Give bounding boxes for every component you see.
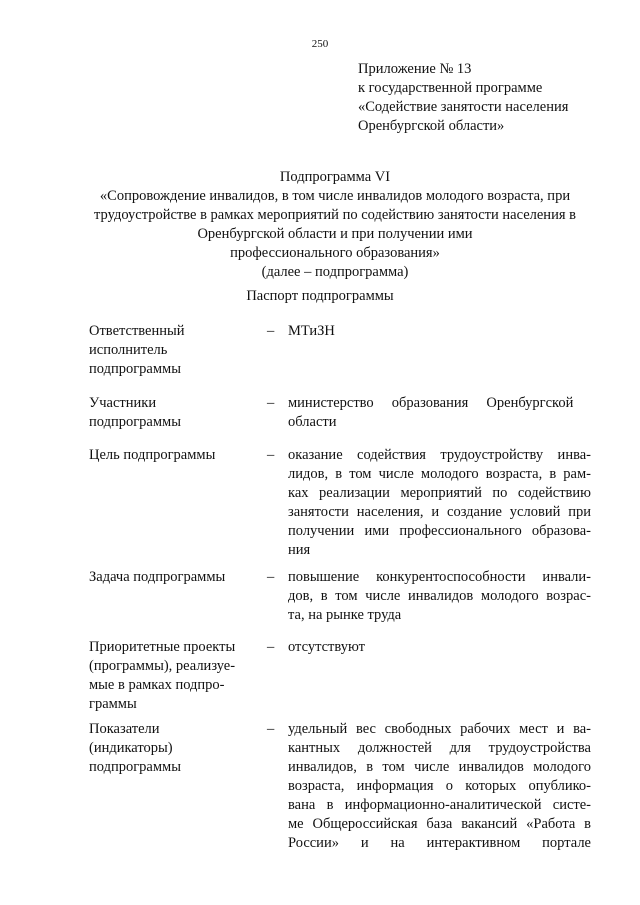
value-line: министерство образования Оренбургской	[288, 395, 574, 411]
row-dash: –	[267, 395, 275, 411]
value-line: ках реализации мероприятий по содействию	[288, 485, 591, 501]
value-line: ния	[288, 542, 311, 558]
label-line: (индикаторы)	[89, 740, 173, 756]
row-dash: –	[267, 721, 275, 737]
page-number: 250	[311, 38, 329, 50]
row-dash: –	[267, 569, 275, 585]
label-line: Цель подпрограммы	[89, 447, 216, 463]
row-value	[288, 394, 591, 432]
value-line: отсутствуют	[288, 639, 365, 655]
value-line: инвалидов, в том числе инвалидов молодого	[288, 759, 591, 775]
row-value	[288, 568, 591, 625]
value-line: кантных должностей для трудоустройства	[288, 740, 591, 756]
value-line: вана в информационно-аналитической систе-	[288, 797, 591, 813]
label-line: граммы	[89, 696, 137, 712]
value-line: получении ими профессионального образова-	[288, 523, 591, 539]
appendix-line: к государственной программе	[358, 80, 543, 96]
value-line: лидов, в том числе молодого возраста, в рам-	[288, 466, 591, 482]
label-line: Приоритетные проекты	[89, 639, 236, 655]
label-line: подпрограммы	[89, 759, 181, 775]
row-value	[288, 638, 591, 657]
appendix-line: Оренбургской области»	[358, 118, 505, 134]
row-label	[89, 568, 259, 587]
label-line: Участники	[89, 395, 157, 411]
subprogram-title	[70, 168, 600, 282]
value-line: занятости населения, и создание условий при	[288, 504, 591, 520]
label-line: Задача подпрограммы	[89, 569, 226, 585]
appendix-note	[358, 60, 618, 136]
value-line: повышение конкурентоспособности инвали-	[288, 569, 591, 585]
title-line: «Сопровождение инвалидов, в том числе инвалидов молодого возраста, при	[99, 188, 571, 204]
value-line: МТиЗН	[288, 323, 335, 339]
value-line: ме Общероссийская база вакансий «Работа в	[288, 816, 591, 832]
row-dash: –	[267, 639, 275, 655]
row-label	[89, 394, 259, 432]
value-line: удельный вес свободных рабочих мест и ва-	[288, 721, 591, 737]
title-line: Подпрограмма VI	[279, 169, 391, 185]
row-dash: –	[267, 447, 275, 463]
row-label	[89, 720, 259, 777]
row-label	[89, 322, 259, 379]
passport-title: Паспорт подпрограммы	[246, 288, 394, 304]
label-line: исполнитель	[89, 342, 168, 358]
label-line: Показатели	[89, 721, 160, 737]
label-line: (программы), реализуе-	[89, 658, 236, 674]
row-label	[89, 638, 259, 714]
row-value	[288, 720, 591, 853]
label-line: Ответственный	[89, 323, 185, 339]
label-line: подпрограммы	[89, 414, 181, 430]
appendix-line: Приложение № 13	[358, 61, 472, 77]
row-value	[288, 446, 591, 560]
value-line: та, на рынке труда	[288, 607, 402, 623]
value-line: оказание содействия трудоустройству инва-	[288, 447, 591, 463]
title-line: Оренбургской области и при получении ими	[197, 226, 473, 242]
row-dash: –	[267, 323, 275, 339]
title-line: (далее – подпрограмма)	[261, 264, 409, 280]
value-line: области	[288, 414, 337, 430]
label-line: мые в рамках подпро-	[89, 677, 225, 693]
label-line: подпрограммы	[89, 361, 181, 377]
title-line: профессионального образования»	[230, 245, 440, 261]
title-line: трудоустройстве в рамках мероприятий по содействию занятости населения в	[94, 207, 576, 223]
value-line: России» и на интерактивном портале	[288, 835, 591, 851]
value-line: возраста, информация о которых опублико-	[288, 778, 591, 794]
value-line: дов, в том числе инвалидов молодого возрас-	[288, 588, 591, 604]
appendix-line: «Содействие занятости населения	[358, 99, 569, 115]
row-label	[89, 446, 259, 465]
row-value	[288, 322, 591, 341]
